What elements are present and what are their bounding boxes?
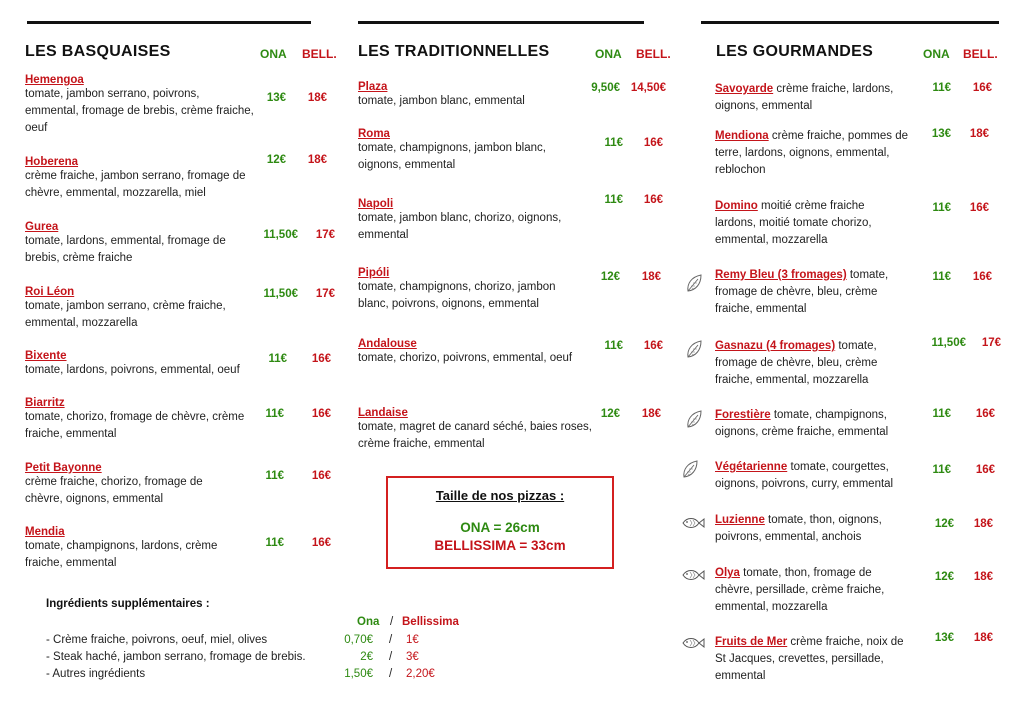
pizza-name: Landaise [358, 407, 408, 419]
menu-item [715, 565, 905, 616]
extra-price-ona: 2€ [360, 651, 373, 663]
pizza-ingredients: tomate, lardons, emmental, fromage de brebis, crème fraiche [25, 235, 226, 264]
price-ona: 11,50€ [931, 337, 966, 349]
leaf-icon [683, 272, 705, 294]
pizza-ingredients: crème fraiche, noix de St Jacques, crevettes, persillade, emmental [715, 636, 904, 682]
pizza-name: Olya [715, 567, 740, 579]
pizza-name: Mendiona [715, 130, 769, 142]
pizza-name: Gurea [25, 221, 59, 233]
ona-column-header: ONA [595, 47, 622, 61]
pizza-ingredients: tomate, courgettes, oignons, poivrons, curry, emmental [715, 461, 894, 490]
pizza-ingredients: crème fraiche, pommes de terre, lardons, oignons, emmental, reblochon [715, 130, 909, 176]
pizza-ingredients: tomate, thon, fromage de chèvre, persillade, crème fraiche, emmental, mozzarella [715, 567, 885, 613]
price-bellissima: 16€ [311, 353, 331, 365]
pizza-name: Végétarienne [715, 461, 788, 473]
price-bellissima: 18€ [641, 271, 661, 283]
bell-column-header: BELL. [636, 47, 671, 61]
price-ona: 11€ [265, 408, 284, 420]
price-ona: 11€ [265, 470, 284, 482]
leaf-icon [679, 458, 701, 480]
menu-item [715, 198, 895, 249]
price-bellissima: 16€ [972, 82, 992, 94]
menu-item [715, 407, 910, 441]
fish-icon [679, 564, 705, 586]
pizza-name: Petit Bayonne [25, 462, 102, 474]
pizza-ingredients: moitié crème fraiche lardons, moitié tomate chorizo, emmental, mozzarella [715, 200, 872, 246]
size-box-title: Taille de nos pizzas : [435, 488, 565, 503]
pizza-name: Bixente [25, 350, 67, 362]
pizza-size-box [386, 476, 614, 569]
menu-item [25, 221, 230, 267]
pizza-ingredients: crème fraiche, jambon serrano, fromage de chèvre, emmental, mozzarella, miel [25, 170, 246, 199]
price-bellissima: 14,50€ [630, 82, 666, 94]
price-ona: 11€ [604, 137, 623, 149]
price-ona: 13€ [934, 632, 954, 644]
price-ona: 11€ [268, 353, 287, 365]
price-bellissima: 17€ [315, 288, 335, 300]
extra-price-bellissima: 1€ [406, 634, 419, 646]
pizza-name: Domino [715, 200, 758, 212]
price-bellissima: 18€ [307, 154, 327, 166]
price-bellissima: 16€ [975, 408, 995, 420]
menu-item [715, 338, 905, 389]
menu-item [25, 350, 265, 379]
pizza-name: Napoli [358, 198, 394, 210]
price-bellissima: 18€ [973, 632, 993, 644]
price-ona: 11€ [604, 194, 623, 206]
price-bellissima: 16€ [311, 537, 331, 549]
price-bellissima: 18€ [641, 408, 661, 420]
price-bellissima: 16€ [972, 271, 992, 283]
price-bellissima: 17€ [981, 337, 1001, 349]
section-title-gourmandes: LES GOURMANDES [716, 43, 874, 60]
menu-item [25, 397, 255, 443]
price-ona: 11€ [932, 202, 951, 214]
bell-column-header: BELL. [963, 47, 998, 61]
pizza-ingredients: tomate, lardons, poivrons, emmental, oeuf [25, 364, 240, 376]
ona-column-header: ONA [260, 47, 287, 61]
section-title-traditionnelles: LES TRADITIONNELLES [358, 43, 550, 60]
leaf-icon [683, 338, 705, 360]
pizza-ingredients: tomate, champignons, jambon blanc, oignons, emmental [358, 142, 546, 171]
pizza-ingredients: tomate, champignons, chorizo, jambon blanc, poivrons, oignons, emmental [358, 281, 556, 310]
ona-column-header: ONA [923, 47, 950, 61]
extra-price-separator: / [389, 634, 393, 646]
pizza-name: Pipóli [358, 267, 390, 279]
extra-label: - Steak haché, jambon serrano, fromage de brebis. [46, 651, 306, 663]
price-bellissima: 16€ [643, 194, 663, 206]
menu-item [25, 526, 245, 572]
pizza-name: Mendia [25, 526, 65, 538]
menu-item [358, 267, 578, 313]
pizza-name: Luzienne [715, 514, 765, 526]
pizza-ingredients: tomate, chorizo, poivrons, emmental, oeuf [358, 352, 573, 364]
price-ona: 12€ [600, 271, 620, 283]
price-bellissima: 18€ [307, 92, 327, 104]
menu-item [715, 459, 915, 493]
pizza-ingredients: tomate, magret de canard séché, baies roses, crème fraiche, emmental [358, 421, 592, 450]
price-bellissima: 18€ [969, 128, 989, 140]
price-ona: 11€ [932, 464, 951, 476]
top-rule-traditionnelles [358, 21, 644, 24]
extra-label: - Autres ingrédients [46, 668, 146, 680]
price-bellissima: 16€ [975, 464, 995, 476]
pizza-name: Gasnazu (4 fromages) [715, 340, 836, 352]
pizza-name: Hoberena [25, 156, 79, 168]
fish-icon [679, 632, 705, 654]
extra-price-separator: / [389, 651, 393, 663]
extra-price-bellissima: 3€ [406, 651, 419, 663]
price-ona: 12€ [600, 408, 620, 420]
price-ona: 9,50€ [591, 82, 620, 94]
price-ona: 12€ [934, 518, 954, 530]
extra-price-bellissima: 2,20€ [406, 668, 435, 680]
pizza-ingredients: tomate, jambon blanc, emmental [358, 95, 525, 107]
price-bellissima: 17€ [315, 229, 335, 241]
price-bellissima: 18€ [973, 571, 993, 583]
pizza-ingredients: tomate, chorizo, fromage de chèvre, crème fraiche, emmental [25, 411, 245, 440]
menu-item [358, 128, 568, 174]
top-rule-gourmandes [701, 21, 999, 24]
menu-item [715, 267, 910, 318]
pizza-name: Andalouse [358, 338, 417, 350]
pizza-name: Biarritz [25, 397, 65, 409]
pizza-name: Roi Léon [25, 286, 75, 298]
pizza-ingredients: tomate, thon, oignons, poivrons, emmental, anchois [715, 514, 882, 543]
extras-header-bellissima: Bellissima [402, 616, 459, 628]
price-ona: 11€ [604, 340, 623, 352]
menu-item [715, 81, 915, 115]
extra-price-ona: 0,70€ [344, 634, 373, 646]
pizza-ingredients: crème fraiche, chorizo, fromage de chèvre, oignons, emmental [25, 476, 203, 505]
fish-icon [679, 512, 705, 534]
pizza-ingredients: tomate, jambon blanc, chorizo, oignons, emmental [358, 212, 562, 241]
bell-column-header: BELL. [302, 47, 337, 61]
leaf-icon [683, 408, 705, 430]
pizza-ingredients: tomate, fromage de chèvre, bleu, crème fraiche, emmental [715, 269, 889, 315]
price-ona: 12€ [934, 571, 954, 583]
pizza-name: Fruits de Mer [715, 636, 788, 648]
menu-item [715, 512, 900, 546]
pizza-name: Forestière [715, 409, 771, 421]
price-ona: 11€ [932, 82, 951, 94]
price-bellissima: 16€ [969, 202, 989, 214]
price-ona: 11,50€ [263, 229, 298, 241]
menu-item [715, 634, 915, 685]
extra-price-separator: / [389, 668, 393, 680]
price-ona: 11€ [265, 537, 284, 549]
pizza-ingredients: crème fraiche, lardons, oignons, emmental [715, 83, 894, 112]
price-ona: 13€ [931, 128, 951, 140]
section-title-basquaises: LES BASQUAISES [25, 43, 171, 60]
menu-item [25, 156, 255, 202]
price-ona: 12€ [266, 154, 286, 166]
pizza-ingredients: tomate, jambon serrano, crème fraiche, emmental, mozzarella [25, 300, 226, 329]
top-rule-basquaises [27, 21, 311, 24]
menu-item [358, 198, 583, 244]
menu-item [25, 462, 230, 508]
pizza-name: Plaza [358, 81, 388, 93]
pizza-name: Savoyarde [715, 83, 774, 95]
extra-label: - Crème fraiche, poivrons, oeuf, miel, olives [46, 634, 268, 646]
extras-header-separator: / [390, 616, 394, 628]
price-ona: 11€ [932, 408, 951, 420]
price-ona: 11€ [932, 271, 951, 283]
price-ona: 11,50€ [263, 288, 298, 300]
price-bellissima: 16€ [643, 340, 663, 352]
price-bellissima: 16€ [311, 408, 331, 420]
price-bellissima: 16€ [311, 470, 331, 482]
menu-item [358, 338, 573, 367]
pizza-ingredients: tomate, jambon serrano, poivrons, emmental, fromage de brebis, crème fraiche, oeuf [25, 88, 254, 134]
price-bellissima: 16€ [643, 137, 663, 149]
pizza-name: Roma [358, 128, 390, 140]
menu-item [25, 74, 255, 137]
size-ona: ONA = 26cm [460, 520, 540, 535]
pizza-ingredients: tomate, champignons, lardons, crème fraiche, emmental [25, 540, 218, 569]
menu-item [25, 286, 260, 332]
menu-item [715, 128, 925, 179]
pizza-name: Hemengoa [25, 74, 84, 86]
menu-item [358, 81, 578, 110]
extra-price-ona: 1,50€ [344, 668, 373, 680]
pizza-ingredients: tomate, fromage de chèvre, bleu, crème fraiche, emmental, mozzarella [715, 340, 878, 386]
size-bellissima: BELLISSIMA = 33cm [434, 538, 566, 553]
pizza-ingredients: tomate, champignons, oignons, crème fraiche, emmental [715, 409, 889, 438]
extras-header-ona: Ona [357, 616, 380, 628]
extras-title: Ingrédients supplémentaires : [46, 598, 210, 610]
price-bellissima: 18€ [973, 518, 993, 530]
price-ona: 13€ [266, 92, 286, 104]
pizza-name: Remy Bleu (3 fromages) [715, 269, 847, 281]
